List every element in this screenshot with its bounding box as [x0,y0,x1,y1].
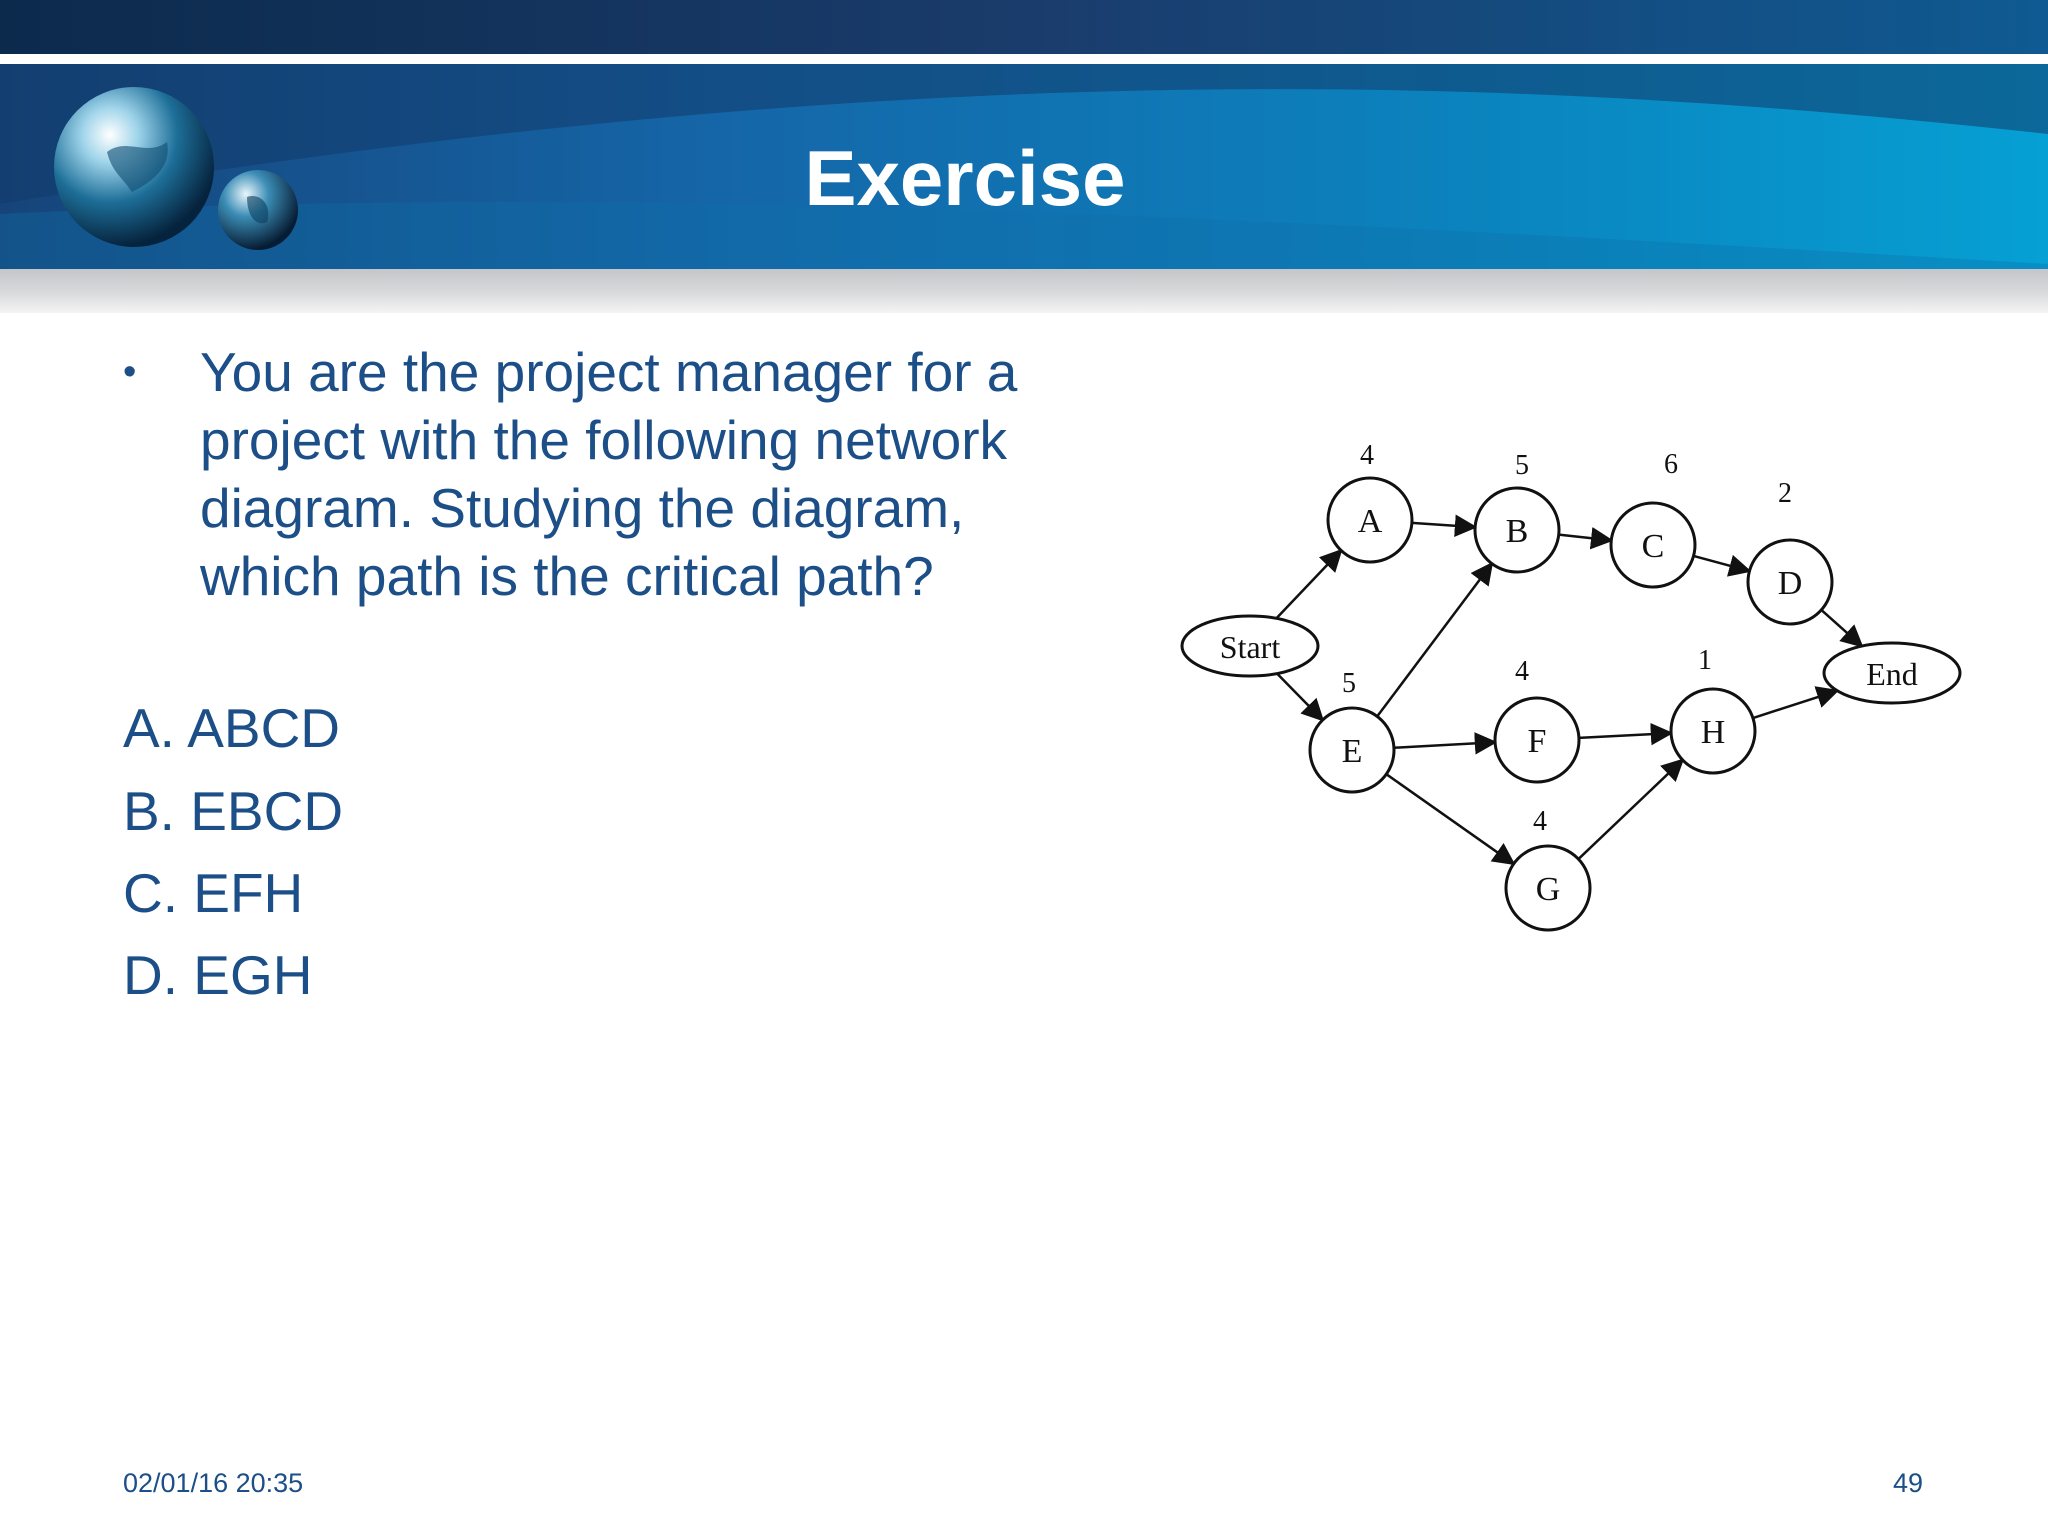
node-duration-d: 2 [1778,478,1792,509]
node-duration-h: 1 [1698,645,1712,676]
node-duration-c: 6 [1664,449,1678,480]
node-label-h: H [1700,714,1726,751]
node-label-b: B [1505,513,1529,550]
node-c [1611,449,1695,587]
edge-E-G [1386,774,1513,864]
node-label-g: G [1535,871,1561,908]
node-label-e: E [1341,733,1363,770]
edge-G-H [1578,760,1682,859]
node-d [1748,478,1832,624]
option-b: B. EBCD [123,780,344,842]
node-label-f: F [1527,723,1547,760]
node-duration-f: 4 [1515,656,1529,687]
node-duration-b: 5 [1515,450,1529,481]
footer-datetime: 02/01/16 20:35 [123,1468,304,1498]
node-duration-g: 4 [1533,806,1547,837]
option-c: C. EFH [123,862,304,924]
edge-H-end [1753,691,1837,718]
node-end [1824,643,1960,703]
edge-C-D [1694,556,1750,571]
bullet-icon: • [123,351,137,393]
title-divider-strip [0,269,2048,313]
node-e [1310,668,1394,792]
edge-start-A [1276,550,1341,618]
node-duration-e: 5 [1342,668,1356,699]
node-label-start: Start [1219,629,1281,665]
node-b [1475,450,1559,572]
node-label-a: A [1357,503,1383,540]
edge-start-E [1277,674,1323,720]
option-d: D. EGH [123,944,313,1006]
node-g [1506,806,1590,930]
edge-E-F [1394,742,1495,747]
node-label-end: End [1866,656,1918,692]
question-bullet [123,338,1023,610]
node-label-c: C [1641,528,1665,565]
node-start [1182,616,1318,676]
network-diagram [1150,420,1980,980]
question-text: You are the project manager for a project with the following network diagram. Studying the diagram, which path is the critical path? [200,341,1018,607]
edge-F-H [1579,733,1671,738]
node-duration-a: 4 [1360,440,1374,471]
edge-D-end [1821,610,1862,646]
edge-A-B [1412,523,1475,527]
footer-page-number: 49 [1893,1468,1924,1498]
node-h [1671,645,1755,773]
slide-title: Exercise [804,134,1126,222]
header-top-bar [0,0,2048,54]
node-f [1495,656,1579,782]
node-label-d: D [1777,565,1803,602]
edge-B-C [1559,535,1612,541]
node-a [1328,440,1412,562]
option-a: A. ABCD [123,697,341,759]
edge-E-B [1377,564,1492,717]
